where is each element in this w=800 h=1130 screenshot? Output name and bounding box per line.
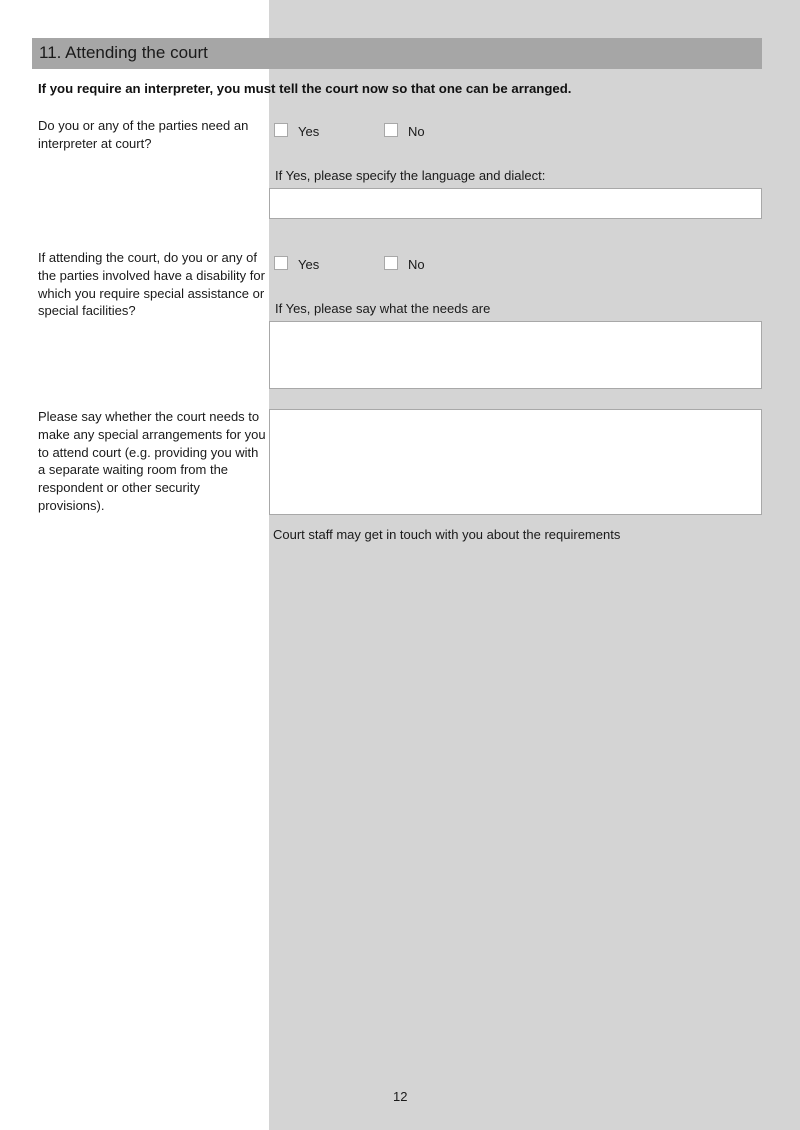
section-title: 11. Attending the court [39,43,208,62]
disability-no-option[interactable] [384,256,444,274]
arrangements-field[interactable] [269,409,762,515]
arrangements-footnote: Court staff may get in touch with you about the requirements [273,527,621,542]
disability-yes-option[interactable] [274,256,334,274]
disability-needs-field[interactable] [269,321,762,389]
disability-question: If attending the court, do you or any of the parties involved have a disability for which you require special assistance or special facilities? [38,250,265,319]
section-header [32,38,762,69]
disability-yes-checkbox[interactable] [274,256,288,270]
interpreter-notice: If you require an interpreter, you must tell the court now so that one can be arranged. [38,81,572,96]
disability-no-checkbox[interactable] [384,256,398,270]
disability-yes-label: Yes [298,257,320,272]
disability-needs-prompt: If Yes, please say what the needs are [275,301,491,316]
interpreter-language-field[interactable] [269,188,762,219]
interpreter-yes-checkbox[interactable] [274,123,288,137]
interpreter-question: Do you or any of the parties need an interpreter at court? [38,118,249,151]
interpreter-yes-label: Yes [298,124,320,139]
page-number: 12 [393,1089,408,1104]
arrangements-question: Please say whether the court needs to make any special arrangements for you to attend court (e.g. providing you with a separate waiting room from the respondent or other security provisions). [38,409,266,513]
interpreter-no-checkbox[interactable] [384,123,398,137]
interpreter-no-label: No [408,124,425,139]
interpreter-no-option[interactable] [384,123,444,141]
disability-no-label: No [408,257,425,272]
interpreter-language-prompt: If Yes, please specify the language and dialect: [275,168,546,183]
interpreter-yes-option[interactable] [274,123,334,141]
